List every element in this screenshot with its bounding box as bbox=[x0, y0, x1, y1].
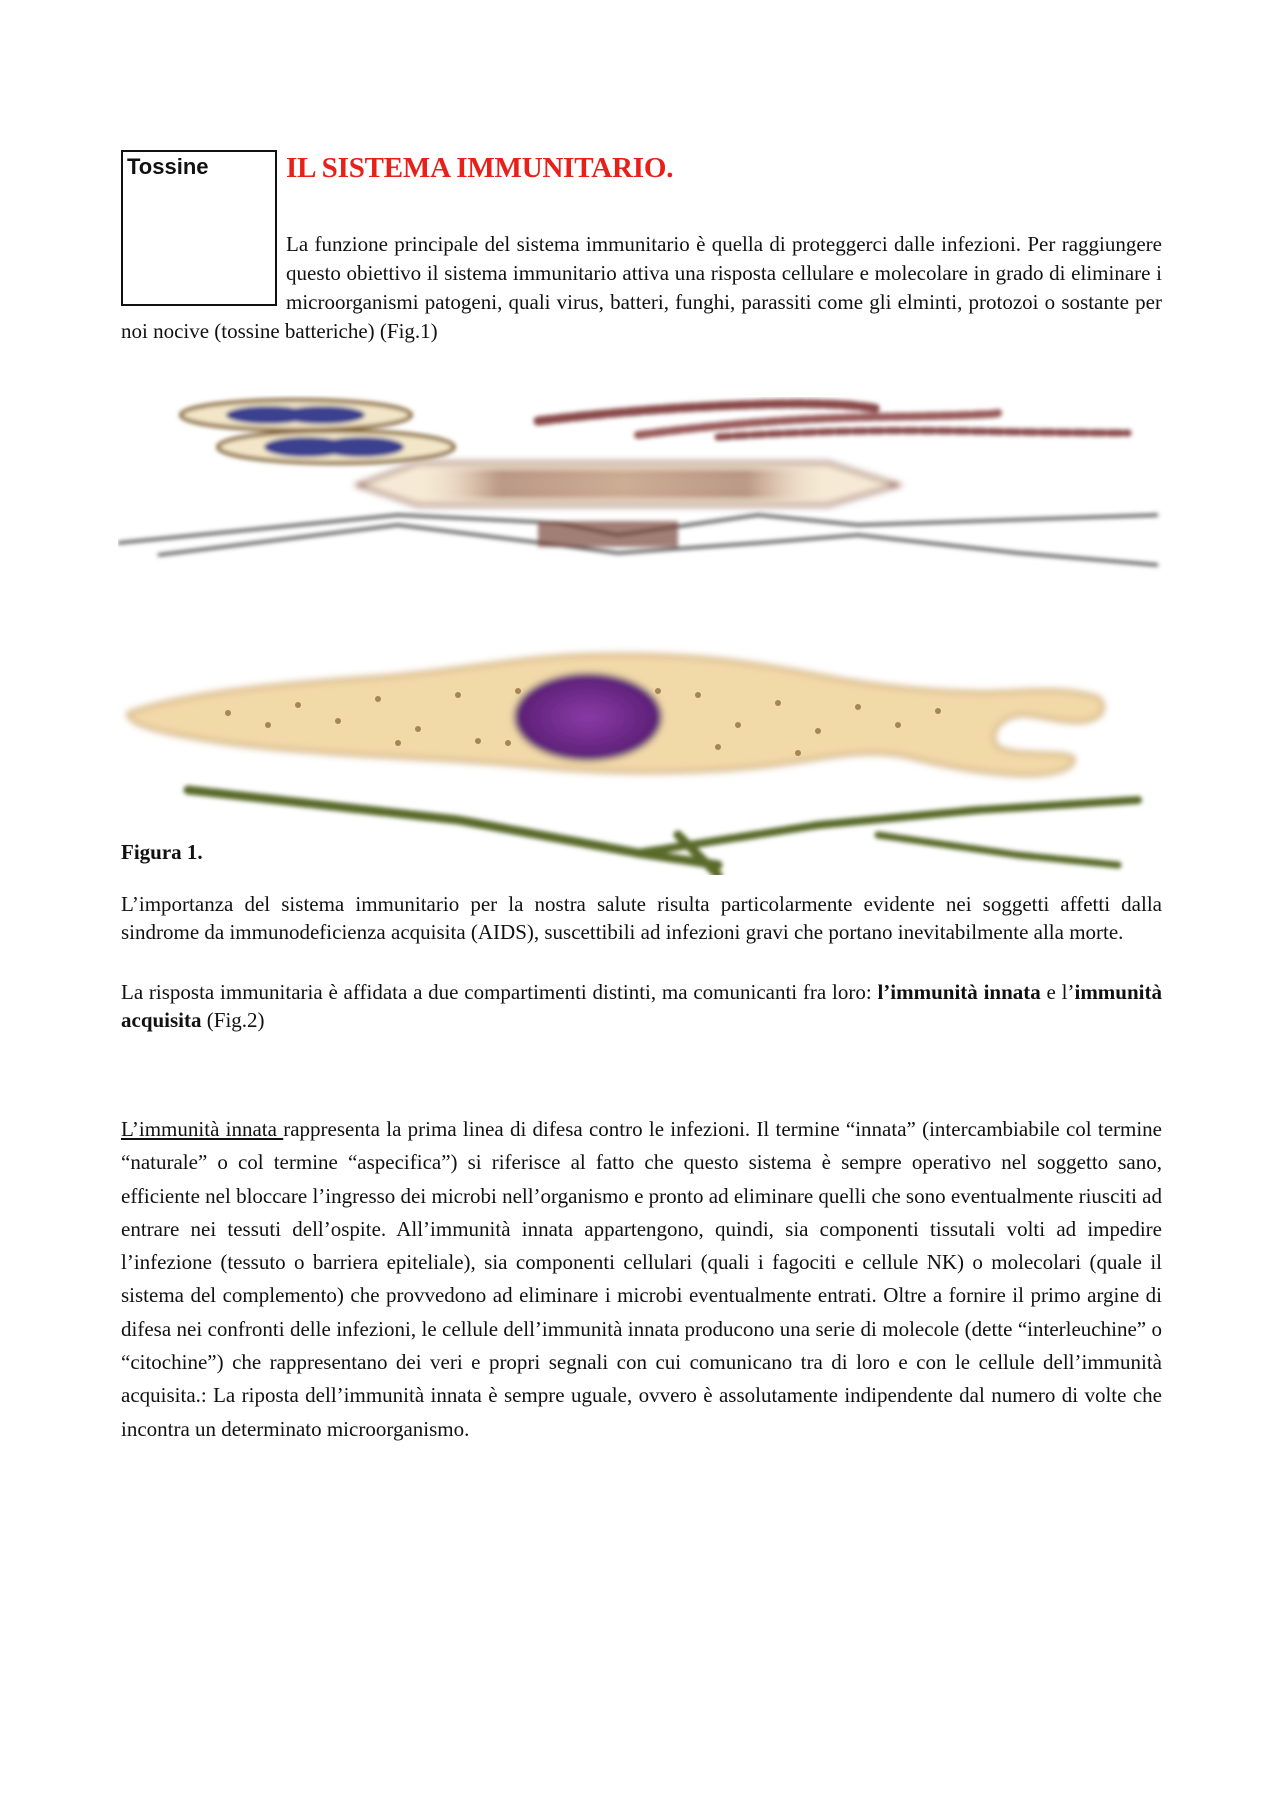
parasite-segment bbox=[358, 463, 898, 505]
acquired-immunity-term: immunità acquisita bbox=[121, 980, 1162, 1032]
compartments-paragraph bbox=[121, 978, 1162, 1034]
hypha-2 bbox=[638, 800, 1138, 853]
protozoon-body-1b bbox=[281, 406, 365, 424]
compartments-lead: La risposta immunitaria è affidata a due compartimenti distinti, ma comunicanti fra loro: bbox=[121, 980, 878, 1004]
innate-body: rappresenta la prima linea di difesa contro le infezioni. Il termine “innata” (intercambiabile col termine “naturale” o col termine “aspecifica”) si riferisce al fatto che questo sistema è sempre operativo nel soggetto sano, efficiente nel bloccare l’ingresso dei microbi nell’organismo e pronto ad eliminare quelli che sono eventualmente riusciti ad entrare nei tessuti dell’ospite. All’immunità innata appartengono, quindi, sia componenti tissutali volti ad impedire l’infezione (tessuto o barriera epiteliale), sia componenti cellulari (quali i fagociti e cellule NK) o molecolari (quale il sistema del complemento) che provvedono ad eliminare i microbi eventualmente entrati. Oltre a fornire il primo argine di difesa nei confronti delle infezioni, le cellule dell’immunità innata producono una serie di molecole (dette “interleuchine” o “citochine”) che rappresentano dei veri e propri segnali con cui comunicano tra di loro e con le cellule dell’immunità acquisita.: La riposta dell’immunità innata è sempre uguale, ovvero è assolutamente indipendente dal numero di volte che incontra un determinato microorganismo. bbox=[121, 1117, 1163, 1441]
figure-1-illustration bbox=[118, 395, 1164, 875]
intro-text: La funzione principale del sistema immunitario è quella di proteggerci dalle infezioni. Per raggiungere questo obiettivo il sistema immunitario attiva una risposta cellulare e molecolare in grado di eliminare i microorganismi patogeni, quali virus, batteri, funghi, parassiti come gli elminti, protozoi o sostante per noi nocive (tossine batteriche) (Fig.1) bbox=[121, 232, 1162, 343]
tossine-label: Tossine bbox=[127, 154, 209, 179]
aids-paragraph: L’importanza del sistema immunitario per la nostra salute risulta particolarmente evidente nei soggetti affetti dalla sindrome da immunodeficienza acquisita (AIDS), suscettibili ad infezioni gravi che portano inevitabilmente alla morte. bbox=[121, 892, 1162, 944]
bacteria-chains bbox=[538, 404, 1128, 437]
protozoa-group bbox=[181, 400, 454, 463]
and-word: e l’ bbox=[1040, 980, 1075, 1004]
hypha-4 bbox=[878, 835, 1118, 865]
innate-heading: L’immunità innata bbox=[121, 1117, 284, 1141]
bacteria-chain-3 bbox=[718, 431, 1128, 437]
phagocyte-nucleus bbox=[514, 673, 662, 761]
fig2-reference: (Fig.2) bbox=[201, 1008, 265, 1032]
phagocyte bbox=[128, 655, 1103, 776]
protozoon-body-2b bbox=[320, 437, 404, 457]
box-float-space bbox=[121, 230, 286, 317]
figure-caption: Figura 1. bbox=[121, 840, 203, 864]
worm-lines bbox=[118, 515, 1158, 565]
page-title: IL SISTEMA IMMUNITARIO. bbox=[286, 152, 674, 184]
innate-immunity-paragraph bbox=[121, 1113, 1162, 1446]
innate-immunity-term: l’immunità innata bbox=[877, 980, 1041, 1004]
worm-knot bbox=[538, 521, 678, 547]
fungal-hyphae bbox=[188, 790, 1138, 875]
intro-paragraph bbox=[121, 230, 1162, 346]
